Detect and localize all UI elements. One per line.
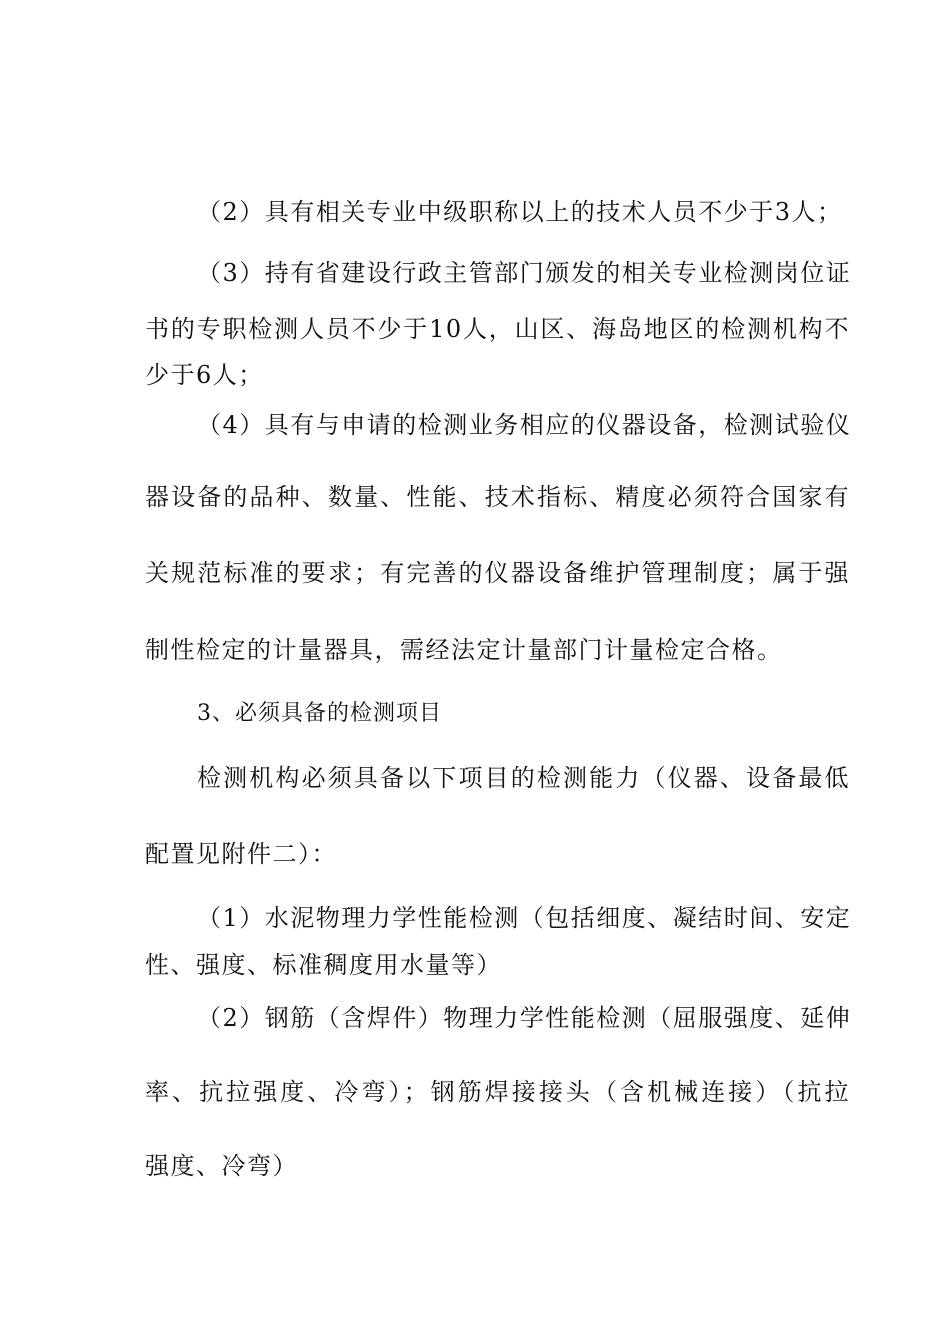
text-line: 少于6人； xyxy=(145,361,264,389)
text-line: 制性检定的计量器具，需经法定计量部门计量检定合格。 xyxy=(145,636,783,664)
text-line: 配置见附件二）： xyxy=(145,840,337,868)
text-line: （2）钢筋（含焊件）物理力学性能检测（屈服强度、延伸 xyxy=(197,1004,852,1032)
text-line: （4）具有与申请的检测业务相应的仪器设备，检测试验仪 xyxy=(197,411,852,439)
text-line: 器设备的品种、数量、性能、技术指标、精度必须符合国家有 xyxy=(145,483,850,511)
text-line: 率、抗拉强度、冷弯）；钢筋焊接接头（含机械连接）（抗拉 xyxy=(145,1078,850,1106)
text-line: 关规范标准的要求；有完善的仪器设备维护管理制度；属于强 xyxy=(145,559,850,587)
text-line: 强度、冷弯） xyxy=(145,1152,298,1180)
text-line: （1）水泥物理力学性能检测（包括细度、凝结时间、安定 xyxy=(197,904,852,932)
text-line: 书的专职检测人员不少于10人，山区、海岛地区的检测机构不 xyxy=(145,315,850,343)
text-line: 检测机构必须具备以下项目的检测能力（仪器、设备最低 xyxy=(197,764,850,792)
text-line: 性、强度、标准稠度用水量等） xyxy=(145,951,502,979)
text-line: （3）持有省建设行政主管部门颁发的相关专业检测岗位证 xyxy=(197,259,852,287)
text-line: （2）具有相关专业中级职称以上的技术人员不少于3人； xyxy=(197,198,843,226)
section-heading: 3、必须具备的检测项目 xyxy=(197,701,442,726)
